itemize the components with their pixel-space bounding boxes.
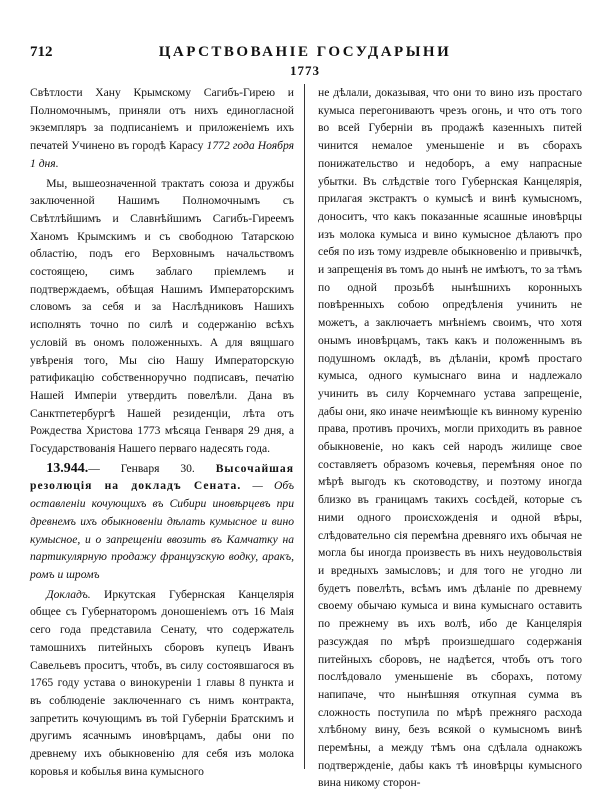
entry-title: — Объ оставленiи кочующихъ въ Сибири иновѣрцевъ при древнемъ ихъ обыкновенiи дѣлать кумысное и вино кумысное, и о запрещенiи ввозить въ Камчатку на партикулярную продажу французскую водку, аракъ, ромъ и шромъ xyxy=(30,479,294,581)
column-divider xyxy=(304,84,305,769)
ratification-paragraph: Мы, вышеозначенной трактатъ союза и дружбы заключенной Нашимъ Полномочнымъ съ Свѣтлѣйшимъ и Славнѣйшимъ Сагибъ-Гиреемъ Ханомъ Крымскимъ и съ свободною Татарскою областiю, подъ его Верховнымъ начальствомъ состоящею, симъ заблаго прiемлемъ и подтверждаемъ, обѣщая Нашимъ Императорскимъ словомъ за себя и за Наслѣдниковъ Нашихъ исполнять точно по силѣ и содержанiю всѣхъ условiй въ ономъ положенныхъ. А для вящшаго увѣренiя того, Мы сiю Нашу Императорскую ратификацiю собственноручно подписавъ, печатiю Нашей Имперiи утвердить повелѣли. Дана въ Санктпетербургѣ Нашей резиденцiи, лѣта отъ Рождества Христова 1773 мѣсяца Генваря 29 дня, а Государствованiя Нашего перваго надесять года. xyxy=(30,176,294,456)
running-head-year: 1773 xyxy=(290,63,320,78)
running-head-title: ЦАРСТВОВАНIЕ ГОСУДАРЫНИ xyxy=(158,44,452,60)
report-continuation: не дѣлали, доказывая, что они то вино изъ простаго кумыса перегониваютъ чрезъ огонь, и что отъ того во всей Губернiи въ продажѣ казенныхъ питей чинится немалое уменьшенiе и въ сборахъ понижательство и недоборъ, а ему напрасные убытки. Въ слѣдствiе того Губернская Канцелярiя, прилагая экстрактъ о кумысѣ и винѣ кумысномъ, доноситъ, что какъ показанные ясашные иновѣрцы изъ молока кумыса и вино кумысное дѣлаютъ про себя по изъ тому издревле обыкновенiю и привычкѣ, и запрещенiя въ томъ до нынѣ не имѣютъ, то за тѣмъ по одной прозьбѣ нынѣшнихъ коронныхъ повѣренныхъ собою опредѣленiя учинить не можетъ, а заключаетъ мнѣнiемъ своимъ, что хотя онымъ иновѣрцамъ, такъ какъ и положеннымъ въ подушномъ окладѣ, въ дѣланiи, кромѣ простаго кумыса, одного кумыснаго вина и надлежало учинить въ силу Корчемнаго устава запрещенiе, дабы они, яко иначе неимѣющiе къ винному куренiю права, противъ прочихъ, могли приходить въ равное обыкновенiе, но какъ сей народъ жилище свое составляетъ образомъ кочевья, перемѣняя оное по мѣрѣ выгодъ къ скотоводству, и поэтому иногда близко въ границамъ такихъ сосѣдей, которые съ ними одного происхожденiя и одной вѣры, слѣдовательно сiя перемѣна древняго ихъ обычая не могла бы иногда произвесть въ нихъ неудовольствiя и вредныхъ замысловъ; и для того не угодно ли будетъ повелѣть, всѣмъ имъ дѣланiе по древнему своему обычаю кумыса и вина кумыснаго оставить по прежнему въ ихъ волѣ, ибо де Канцелярiя разсуждая по мѣрѣ произшедшаго содержанiя питейныхъ сборовъ, не надѣется, чтобъ отъ того послѣдовало уменьшенiе въ сборахъ, потому напипаче, что нынѣшняя откупная сумма въ сложность поступила по мѣрѣ прежняго расхода хлѣбному вину, безъ всякой о кумысномъ винѣ перемѣны, а между тѣмъ она сдѣлала однакожъ подтвержденiе, дабы какъ тѣ иновѣрцы кумысного вина никому сторон- xyxy=(318,86,582,790)
treaty-text: Свѣтлости Хану Крымскому Сагибъ-Гирею и Полномочнымъ, приняли отъ нихъ единогласной экземпляръ за подписанiемъ и приложенiемъ ихъ печатей Учинено въ городѣ Карасу xyxy=(30,86,294,153)
treaty-paragraph-end xyxy=(30,84,294,173)
page-number: 712 xyxy=(30,44,53,60)
entry-date: — Генваря 30. xyxy=(88,461,195,475)
report-text: Иркутская Губернская Канцелярiя общее съ Губернаторомъ доношенiемъ отъ 16 Маiя сего года представила Сенату, что содержатель тамошнихъ питейныхъ сборовъ купецъ Иванъ Савельевъ проситъ, чтобъ, въ силу состоявшагося въ 1765 году устава о винокуренiи 1 главы 8 пункта и въ соблюденiе заключеннаго съ нимъ контракта, запретить кочующимъ въ той Губернiи Братскимъ и другимъ ясачнымъ иновѣрцамъ, дабы они по древнему ихъ обыкновенiю для себя изъ молока коровья и кобылья вина кумысного xyxy=(30,587,294,778)
left-column xyxy=(30,84,294,780)
entry-heading xyxy=(30,460,294,584)
report-label: Докладъ. xyxy=(46,587,91,601)
treaty-date: 1772 года Ноября 1 дня. xyxy=(30,139,295,170)
right-column xyxy=(318,84,582,792)
report-paragraph xyxy=(30,586,294,781)
entry-type: Высочайшая резолюцiя на докладъ Сената. xyxy=(30,461,294,493)
entry-number: 13.944. xyxy=(46,460,89,476)
